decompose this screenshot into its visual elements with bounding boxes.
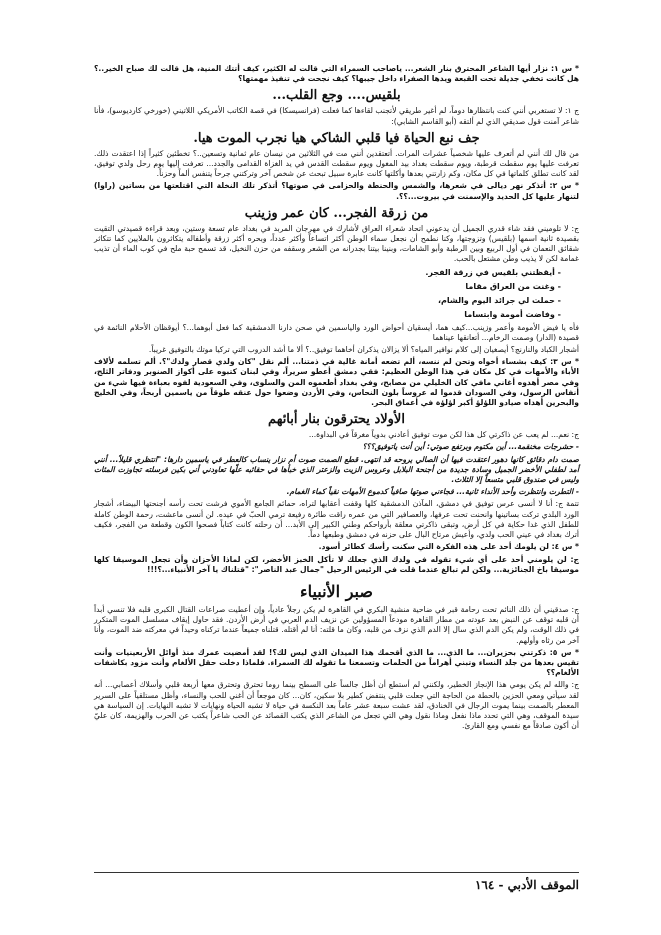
answer-2-continued: فأه يا فيض الأمومة وأعمر وزينب...كيف هما، أيسقيان أحواض الورد والياسمين في صحن دارنا الدمشقية كما فعل أبوهما...؟ أيوقظان الأحلام النائمة في قصيدة (الدار) وصمت الرخام... أتعانقها عيناهما <box>94 322 579 342</box>
question-3: * س ٣: كيف بشساء أخواه وتحن لم ننسه، ألم تضعه أمانة غالية في ذمتنا... ألم نقل "كان ولدي قصار ولدك"؟. ألم تسلمه لألاف الأباء والأمهات في كل مكان في هذا الوطن العظيم: فقي دمشق أعطو سريراً، وفي لبنان كتبوه على أكواز الصنوبر ودفاتر الثلج، وفي مصر أهدوه أغاني مافي كان الخليلي من مصابح، وفي بغداد أطعموه المن والسلوى، وفي السعودية لفوه بعباءة فيها شيء من أنفاس الرسول، وفي السودان قدموا له عروساً بلون النحاس، وفي الأردن وضعوا حول عنقه طوقاً من ياسمين أربحاً، وفي الخليج والبحرين أهداه صيادو اللؤلؤ أكبر لؤلؤة في أعماق البحر. <box>94 357 579 408</box>
question-1: * س ١: نزار أيها الشاعر المحترق بنار الشعر... ياصاحب السمراء التي قالت له الكثير، كيف أتتك المنية، هل قالت لك صباح الخير..؟ هل كانت تخفي جديلة تحت القبعة ويدها الصفراء داخل جيبها؟ كيف نجحت في تنفيذ مهمتها؟ <box>94 64 579 84</box>
poem-block <box>94 267 579 321</box>
section-heading-dawn: من زرقة الفجر... كان عمر وزينب <box>244 205 429 221</box>
answer-4-paragraph: ج: لن يلومني أحد على أي شيء تقوله في ولدك الذي جعلك لا تأكل الخبز الأخضر، لكن لماذا الأحزان وأن تجعل الموسيقا كلها موسيقا باخ الجنائزية... ولكن لم تبالغ عندما قلت في الرئيس الرحيل "جمال عبد الناصر": "قتلناك يا آخر الأنبياء...؟!!! <box>94 554 579 574</box>
answer-3-paragraph: ج: نعم... لم يعب عن ذاكرتي كل هذا لكن موت توفيق أعادني بدوياً مغرقاً في البداوة... <box>308 430 579 440</box>
poem-line: - وغنت من العراق مقاما <box>465 281 561 291</box>
answer-5-paragraph: ج: صدقيني أن ذلك النائم تحت رحامة قبر في ضاحية منشية البكري في القاهرة لم يكن رجلاً عادياً، وإن أعطيت صراعات القتال الكبرى قلبه فلا تنسي أبداً أن قلبه توقف عن النبض بعد عودته من مطار القاهرة مودعاً المسؤولين عن نزيف الدم العربي في أرض الأردن. فقد حاول إيقاف مسلسل الموت المتكرر في ذلك الوقت، ولم يكن الدم الذي سال إلا الدم الذي نزف من قلبه، وكان ما قلته: أنا لم أقتله. قتلناه جميعاً عندما تركناه وحيداً في معركته ضد الموت، وأنا آخر من رثاه وأولهم. <box>94 604 579 645</box>
poem-line: - وفاضت أمومة وابتساما <box>464 309 561 319</box>
footer-divider <box>94 872 579 873</box>
question-5: * س ٥: ذكرتني بحزيران... ما الذي... ما الذي أقحمك هذا الميدان الذي ليس لك؟! لقد أمضيت عمرك منذ أوائل الأربعينيات وأنت تقيس بعدها من جلد النساء وتبني أهراماً من الحلمات وتسمعنا ما تقوله لك السمراء. فلماذا دخلت حقل الألغام وأنت مزود بكاشفات الألغام؟؟ <box>94 647 579 678</box>
answer-3-exclamation: - حشرجات مخنقمة... أين مكتوم وبرتفع صوتي: أين أنت ياتوفيق؟؟؟ <box>362 442 579 452</box>
answer-1-continued: من قال لك أنني لم أتعرف عليها شخصياً عشرات المرات. أتعتقدين أنني مت في الثلاثين من نيسان عام ثمانية وتسعين..؟ تخطئين كثيراً إذا اعتقدت ذلك. تعرفت عليها يوم سقطت قرطبة، ويوم سقطت بغداد بيد المغول ويوم سقطت القدس في يد الغزاة القدامى والجدد... تعرفت إليها يوم رحل ولدي توفيق، لقد كانت تطلق كلماتها في كل مكان، وكم زارتني بعدها وأكلتها كانت عابرة سبيل تبحث عن شخص آخر وتركتني جرحاً يتنفس ألماً وحزناً. <box>94 148 579 179</box>
section-heading-patience: صبر الأنبياء <box>300 581 373 601</box>
question-4: * س ٤: لن يلومك أحد على هذه الفكرة التي سكنت رأسك كطائر أسود. <box>318 542 579 552</box>
page-footer: الموقف الأدبي - ١٦٤ <box>474 878 579 892</box>
poem-line: - أيقظتني بلقيس في زرقة الفجر. <box>425 267 561 277</box>
answer-3-waiting: - التطرت وانتظرت وأحد الأنداء ثانية... فجاءني صوتها صافياً كدموع الأمهات نقياً كماء الغمام. <box>286 487 579 497</box>
section-heading-children: الأولاد يحترقون بنار أبائهم <box>268 412 405 428</box>
answer-6-paragraph: ج: والله لم يكن يومي هذا الإنجاز الخطير، ولكنني لم أستطع أن أظل جالساً على السطح بينما روما تحترق وتحترق معها أربعة قلبي وأسلاك أعصابي... أنه لقد سيأتي ومعي الحزين بالحطة من الحاجة التي جعلت قلبي ينتفض كطير بلا سكين، كان... كان موجعاً أن أغني للحب والنساء، وأظل مستلقياً على السرير المعطر بالصمت بينما يموت الرجال في الخنادق، لقد عشت سبعة عشر عاماً بعد النكسة في حياة لا تشبه الحياة ونهايات لا تشبه النهايات. إن السياسة هي سيدة الموقف، وهي التي تحدد ماذا نفعل وماذا نقول وهي التي تجعل من الشاعر الذي يكتب القصائد عن الحب شاعراً يكتب عن الحرب والهزيمة، كان عليّ أن أكون صادقاً مع نفسي ومع القارئ. <box>94 680 579 731</box>
answer-3-mother-voice: صمت دام دقائق كانها دهور اعتقدت فيها أن الصالي يروحه قد انتهى. قطع الصمت صوت أم نزار ينساب كالعطر في ياسمين دارها: "انتظري قليلاً... أنني أمد لطفلي الأخضر الجميل وسادة جديدة من أجنحة البلابل وعروس الزيت والزعتر الذي خبأها في حقائبه علّها تعاودني أني بكين فرسلته تجاوزت المئات وليس في صندوق قلبي متسعاً إلا الثلاث. <box>94 454 579 485</box>
answer-2-continued-2: أشجار الكباد والنارنج؟ أيصغيان إلى كلام نوافير المياه؟ ألا يزالان يذكران أخاهما توفيق..؟ ألا ما أشد الدروب التي تركيا موتك بالتوفيق غريباً. <box>148 345 579 355</box>
section-heading-balqis: بلقيس.... وجع القلب... <box>272 88 401 104</box>
question-2: * س ٢: أتذكر نهر ديالى في شعرها، والشمس والحنطة والحزامى في صوتها؟ أتذكر تلك النخلة التي اقتلعتها من بساتين (راوا) لتنهار عليها كل الحديد والإسمنت في بيروت...؟؟. <box>94 181 580 201</box>
answer-2-paragraph: ج: لا تلوميني فقد شاء قدري الجميل أن يدعوني اتحاد شعراء العراق لأشارك في مهرجان المربد في بغداد عام تسعة وستين، وبعد قراءة قصيدتي التقيت بقصيدة ثانية اسمها (بلقيس) وتزوجتها، وكنا نطمح أن نجعل سماء الوطن أكثر اتساعاً وأكثر عدداً، وبحره أكثر زرقة وأطفاله يتكاثرون بالملايين كما تتكاثر شقائق النعمان في أول الربيع وبين الرطبة وأبو الشامات، وبنينا بيتنا بجدرانه من الشعر وسقفه من حزن النخيل، قد تسمح حبة ملح في كوب الماء أن تذيب غمامة لكن لا يذيب وطن مشتعل بالحب. <box>94 223 579 264</box>
verse-line: جف نبع الحياة فيا قلبي الشاكي هيا نجرب الموت هيا. <box>193 130 480 146</box>
poem-line: - حملت لي جرائد اليوم والشام، <box>438 295 561 305</box>
answer-3-continued: تتمة ج: أنا لا أنسى عرس توفيق في دمشق، المآذن الدمشقية كلها وقفت أعقابها لتراه، حمائم الجامع الأموي فرشت تحت رأسه أجنحتها البيضاء، أشجار الورد البلدي تركت بساتينها وانحنت تحت عرفها، والعصافير التي من عمره راقت طائرة رفيعة ترمي الحبّ في عيده. لن أنسى ماعشت، رحمة الوطن كاملة للطفل الذي غدا حكاية في كل أرض، وتبقى ذاكرتي معلقة بأرواحكم وطني الكبير إلى الأبد... أن رحلته كانت كتاباً فصحوا الكون وقطعة من الفجر، فكيف أترك بغداد في عيني الحب ولدي، وأعيش مرتاح البال على حزنه في دمشق وطبعها دماً. <box>94 499 579 540</box>
answer-1-paragraph: ج ١: لا تستغربي أنني كنت بانتظارها دوماً، لم أغير طريقي لأتجنب لقاءها كما فعلت (فرانسيسكا) في قصة الكاتب الأمريكي اللاتيني (خورخي كارديوسو)، فأنا شاعر آمنت قول صديقي الذي لم ألتقه (أبو القاسم الشابي): <box>94 106 579 126</box>
